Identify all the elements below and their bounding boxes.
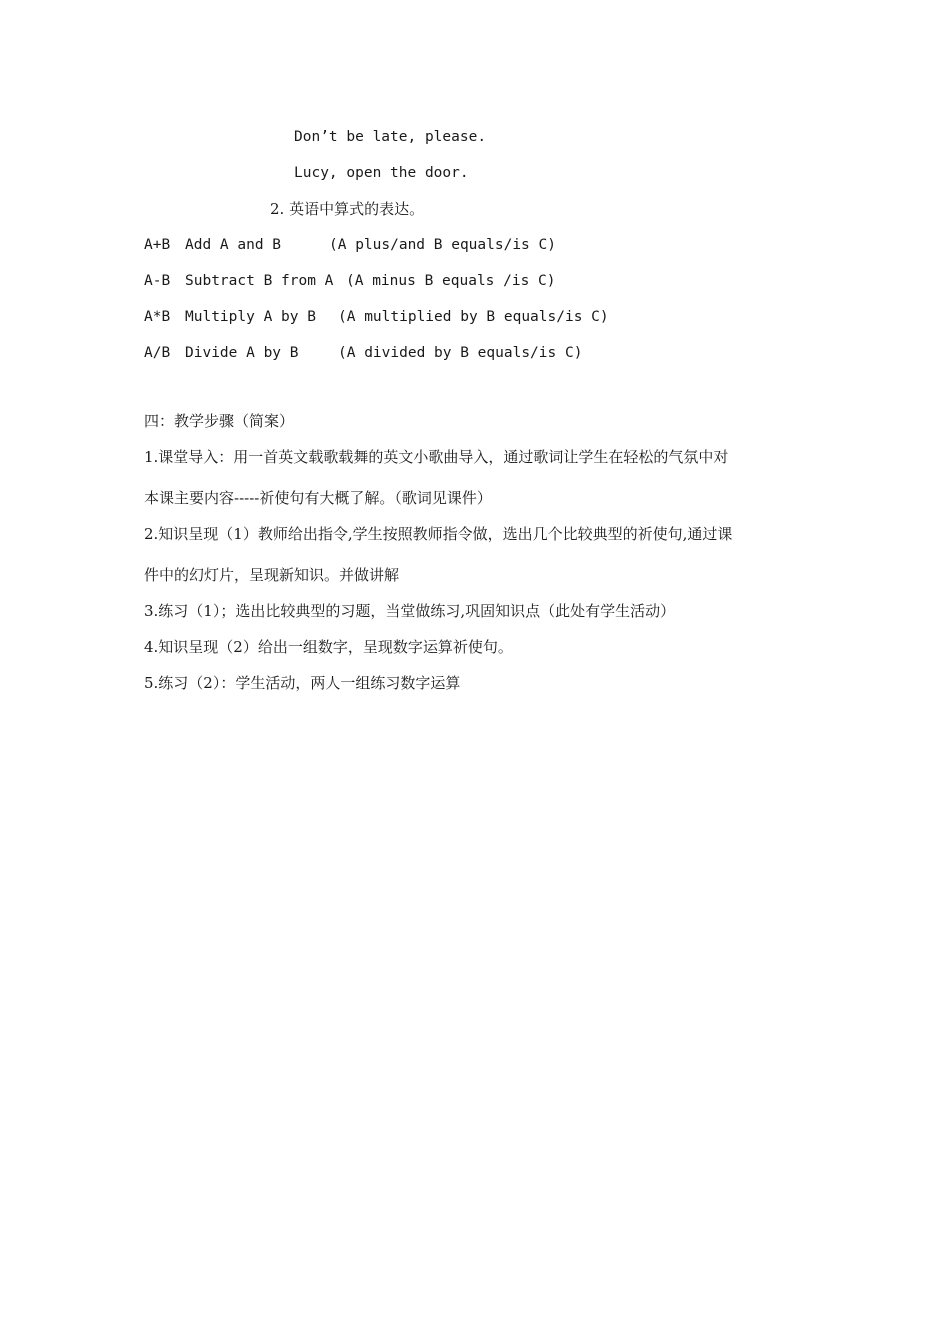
- formula-reading: (A minus B equals /is C): [346, 273, 556, 289]
- example-sentence-1: Don’t be late, please.: [294, 129, 487, 145]
- step-line: 件中的幻灯片，呈现新知识。并做讲解: [144, 566, 400, 584]
- example-sentence-2: Lucy, open the door.: [294, 165, 469, 181]
- arithmetic-heading: 2. 英语中算式的表达。: [270, 200, 425, 218]
- formula-command: Divide A by B: [185, 345, 299, 361]
- step-line: 1.课堂导入：用一首英文载歌载舞的英文小歌曲导入，通过歌词让学生在轻松的气氛中对: [144, 448, 729, 466]
- step-line: 2.知识呈现（1）教师给出指令,学生按照教师指令做，选出几个比较典型的祈使句,通过课: [144, 525, 733, 543]
- formula-reading: (A divided by B equals/is C): [338, 345, 583, 361]
- step-line: 本课主要内容-----祈使句有大概了解。（歌词见课件）: [144, 489, 492, 507]
- formula-reading: (A plus/and B equals/is C): [329, 237, 556, 253]
- formula-symbol: A*B: [144, 309, 171, 325]
- formula-symbol: A+B: [144, 237, 171, 253]
- formula-symbol: A/B: [144, 345, 171, 361]
- formula-command: Subtract B from A: [185, 273, 334, 289]
- step-line: 3.练习（1）；选出比较典型的习题，当堂做练习,巩固知识点（此处有学生活动）: [144, 602, 676, 620]
- step-line: 5.练习（2）：学生活动，两人一组练习数字运算: [144, 674, 461, 692]
- steps-heading: 四：教学步骤（简案）: [144, 412, 295, 430]
- formula-command: Multiply A by B: [185, 309, 316, 325]
- formula-reading: (A multiplied by B equals/is C): [338, 309, 609, 325]
- step-line: 4.知识呈现（2）给出一组数字，呈现数字运算祈使句。: [144, 638, 513, 656]
- formula-command: Add A and B: [185, 237, 282, 253]
- formula-symbol: A-B: [144, 273, 171, 289]
